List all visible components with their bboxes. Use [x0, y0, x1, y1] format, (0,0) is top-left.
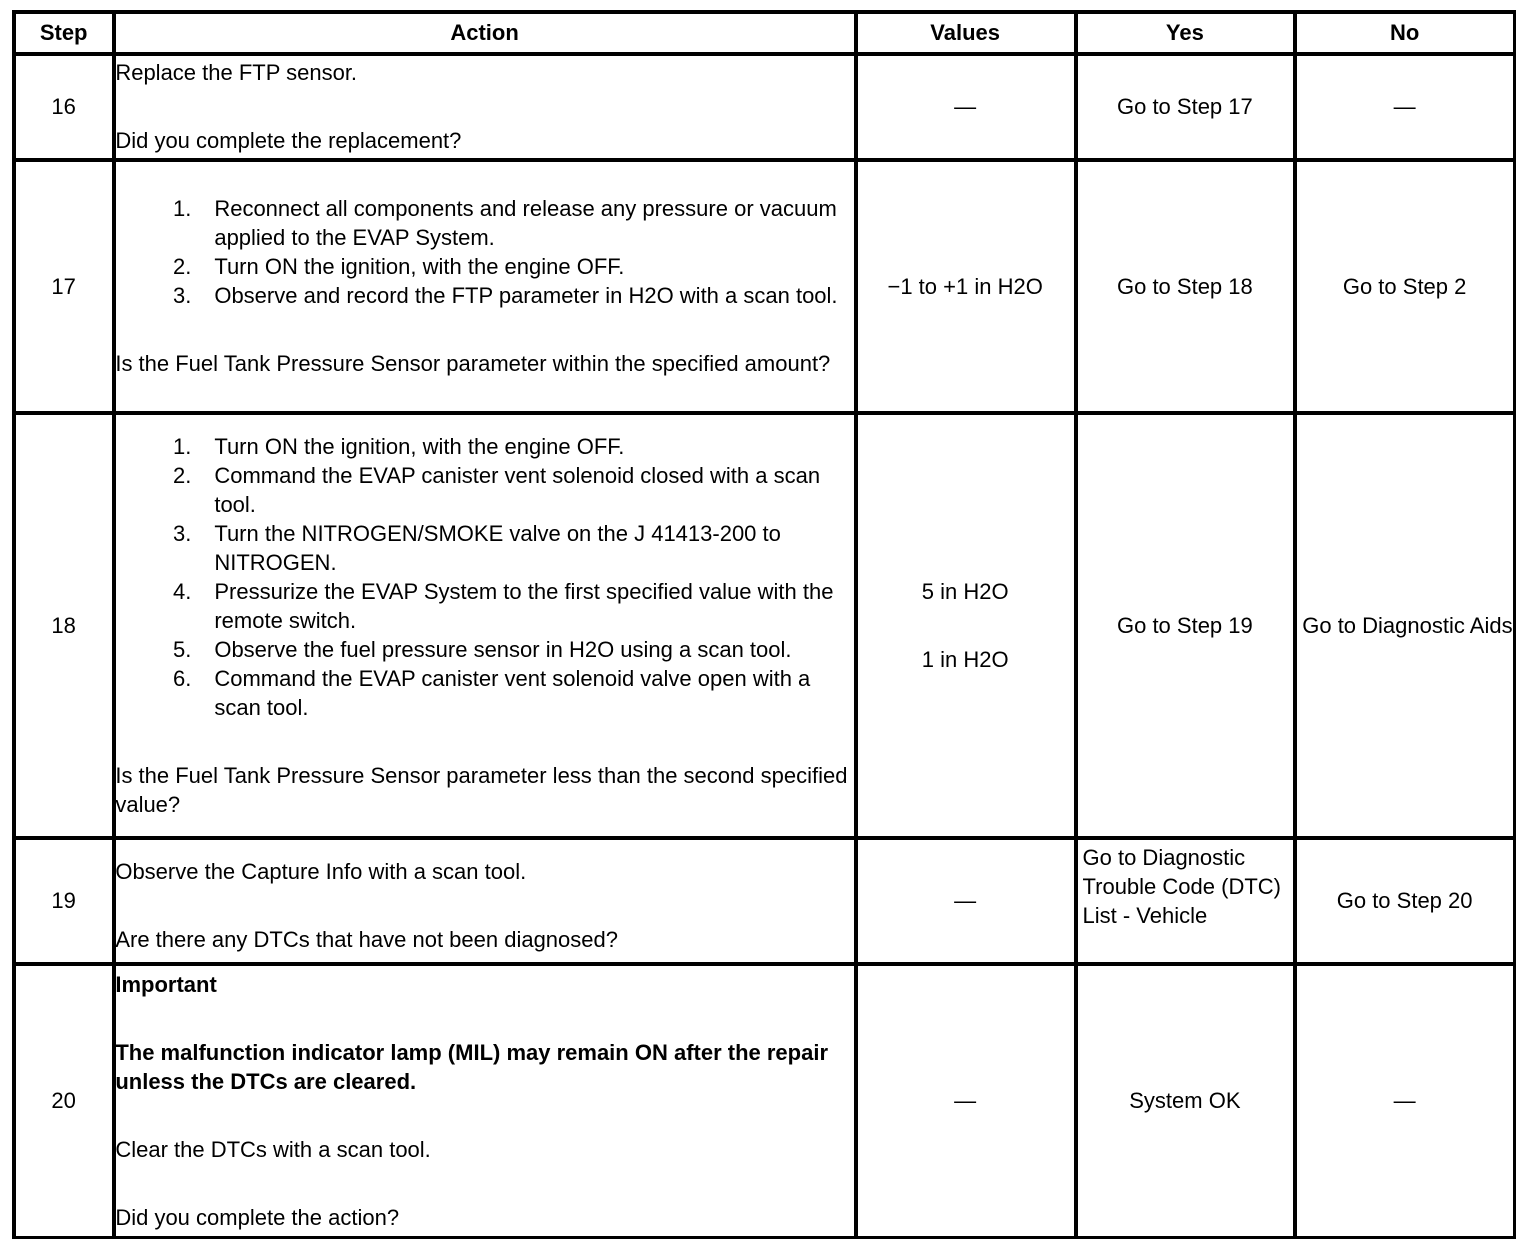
no-cell: — [1296, 55, 1516, 161]
header-no: No [1296, 13, 1516, 55]
list-item [115, 252, 853, 281]
first-specified-value: 5 in H2O [921, 578, 1009, 604]
yes-cell: Go to Step 18 [1077, 161, 1297, 414]
action-cell [115, 839, 856, 965]
step-number: 18 [15, 414, 115, 839]
important-label: Important [115, 971, 217, 997]
list-item-number: 1. [172, 196, 192, 221]
list-item [115, 519, 853, 577]
header-action: Action [115, 13, 856, 55]
list-item-text: Turn ON the ignition, with the engine OFF. [214, 433, 625, 459]
list-item-text: Command the EVAP canister vent solenoid closed with a scan tool. [214, 462, 821, 517]
no-cell: Go to Step 2 [1296, 161, 1516, 414]
diagnostic-table [12, 10, 1516, 1239]
step-number: 17 [15, 161, 115, 414]
table-row-step-16 [15, 55, 1516, 161]
action-question: Is the Fuel Tank Pressure Sensor parameter within the specified amount? [115, 351, 831, 376]
list-item [115, 461, 853, 519]
list-item-text: Observe the fuel pressure sensor in H2O using a scan tool. [214, 636, 792, 662]
action-question: Did you complete the replacement? [115, 128, 462, 153]
table-row-step-18 [15, 414, 1516, 839]
action-text: Clear the DTCs with a scan tool. [115, 1136, 431, 1162]
list-item-number: 5. [172, 636, 192, 662]
step-number: 20 [15, 965, 115, 1239]
header-step: Step [15, 13, 115, 55]
action-cell [115, 965, 856, 1239]
list-item-text: Turn the NITROGEN/SMOKE valve on the J 41413-200 to NITROGEN. [214, 520, 781, 575]
values-cell: — [857, 965, 1077, 1239]
list-item-number: 4. [172, 578, 192, 604]
header-values: Values [857, 13, 1077, 55]
header-yes: Yes [1077, 13, 1297, 55]
no-cell: — [1296, 965, 1516, 1239]
list-item-number: 1. [172, 433, 192, 459]
action-text: Replace the FTP sensor. [115, 60, 358, 85]
no-cell: Go to Diagnostic Aids [1296, 414, 1516, 839]
yes-cell: System OK [1077, 965, 1297, 1239]
values-cell: — [857, 839, 1077, 965]
list-item-number: 2. [172, 462, 192, 488]
action-question: Is the Fuel Tank Pressure Sensor parameter less than the second specified value? [115, 762, 848, 817]
action-text: Observe the Capture Info with a scan tool. [115, 859, 527, 884]
list-item [115, 635, 853, 664]
second-specified-value: 1 in H2O [921, 646, 1009, 672]
action-question: Did you complete the action? [115, 1204, 400, 1230]
step-number: 19 [15, 839, 115, 965]
list-item [115, 194, 853, 252]
list-item-text: Turn ON the ignition, with the engine OFF. [214, 254, 625, 279]
action-cell [115, 161, 856, 414]
values-cell: — [857, 55, 1077, 161]
action-question: Are there any DTCs that have not been diagnosed? [115, 927, 618, 952]
no-cell: Go to Step 20 [1296, 839, 1516, 965]
action-cell [115, 55, 856, 161]
yes-cell: Go to Step 19 [1077, 414, 1297, 839]
table-row-step-17 [15, 161, 1516, 414]
list-item [115, 281, 853, 310]
list-item-number: 2. [172, 254, 192, 279]
list-item [115, 577, 853, 635]
list-item-text: Pressurize the EVAP System to the first specified value with the remote switch. [214, 578, 834, 633]
list-item-text: Reconnect all components and release any pressure or vacuum applied to the EVAP System. [214, 196, 837, 250]
list-item [115, 432, 853, 461]
list-item-number: 6. [172, 665, 192, 691]
yes-cell: Go to Diagnostic Trouble Code (DTC) List - Vehicle [1077, 839, 1297, 965]
table-row-step-20 [15, 965, 1516, 1239]
step-number: 16 [15, 55, 115, 161]
list-item-number: 3. [172, 520, 192, 546]
list-item-number: 3. [172, 283, 192, 308]
values-cell [857, 414, 1077, 839]
action-steps-list [115, 432, 853, 722]
action-cell [115, 414, 856, 839]
header-row [15, 13, 1516, 55]
list-item-text: Observe and record the FTP parameter in H2O with a scan tool. [214, 283, 838, 308]
important-note: The malfunction indicator lamp (MIL) may remain ON after the repair unless the DTCs are cleared. [115, 1039, 829, 1094]
yes-cell: Go to Step 17 [1077, 55, 1297, 161]
action-steps-list [115, 194, 853, 310]
values-cell: −1 to +1 in H2O [857, 161, 1077, 414]
list-item-text: Command the EVAP canister vent solenoid valve open with a scan tool. [214, 665, 811, 720]
table-row-step-19 [15, 839, 1516, 965]
list-item [115, 664, 853, 722]
